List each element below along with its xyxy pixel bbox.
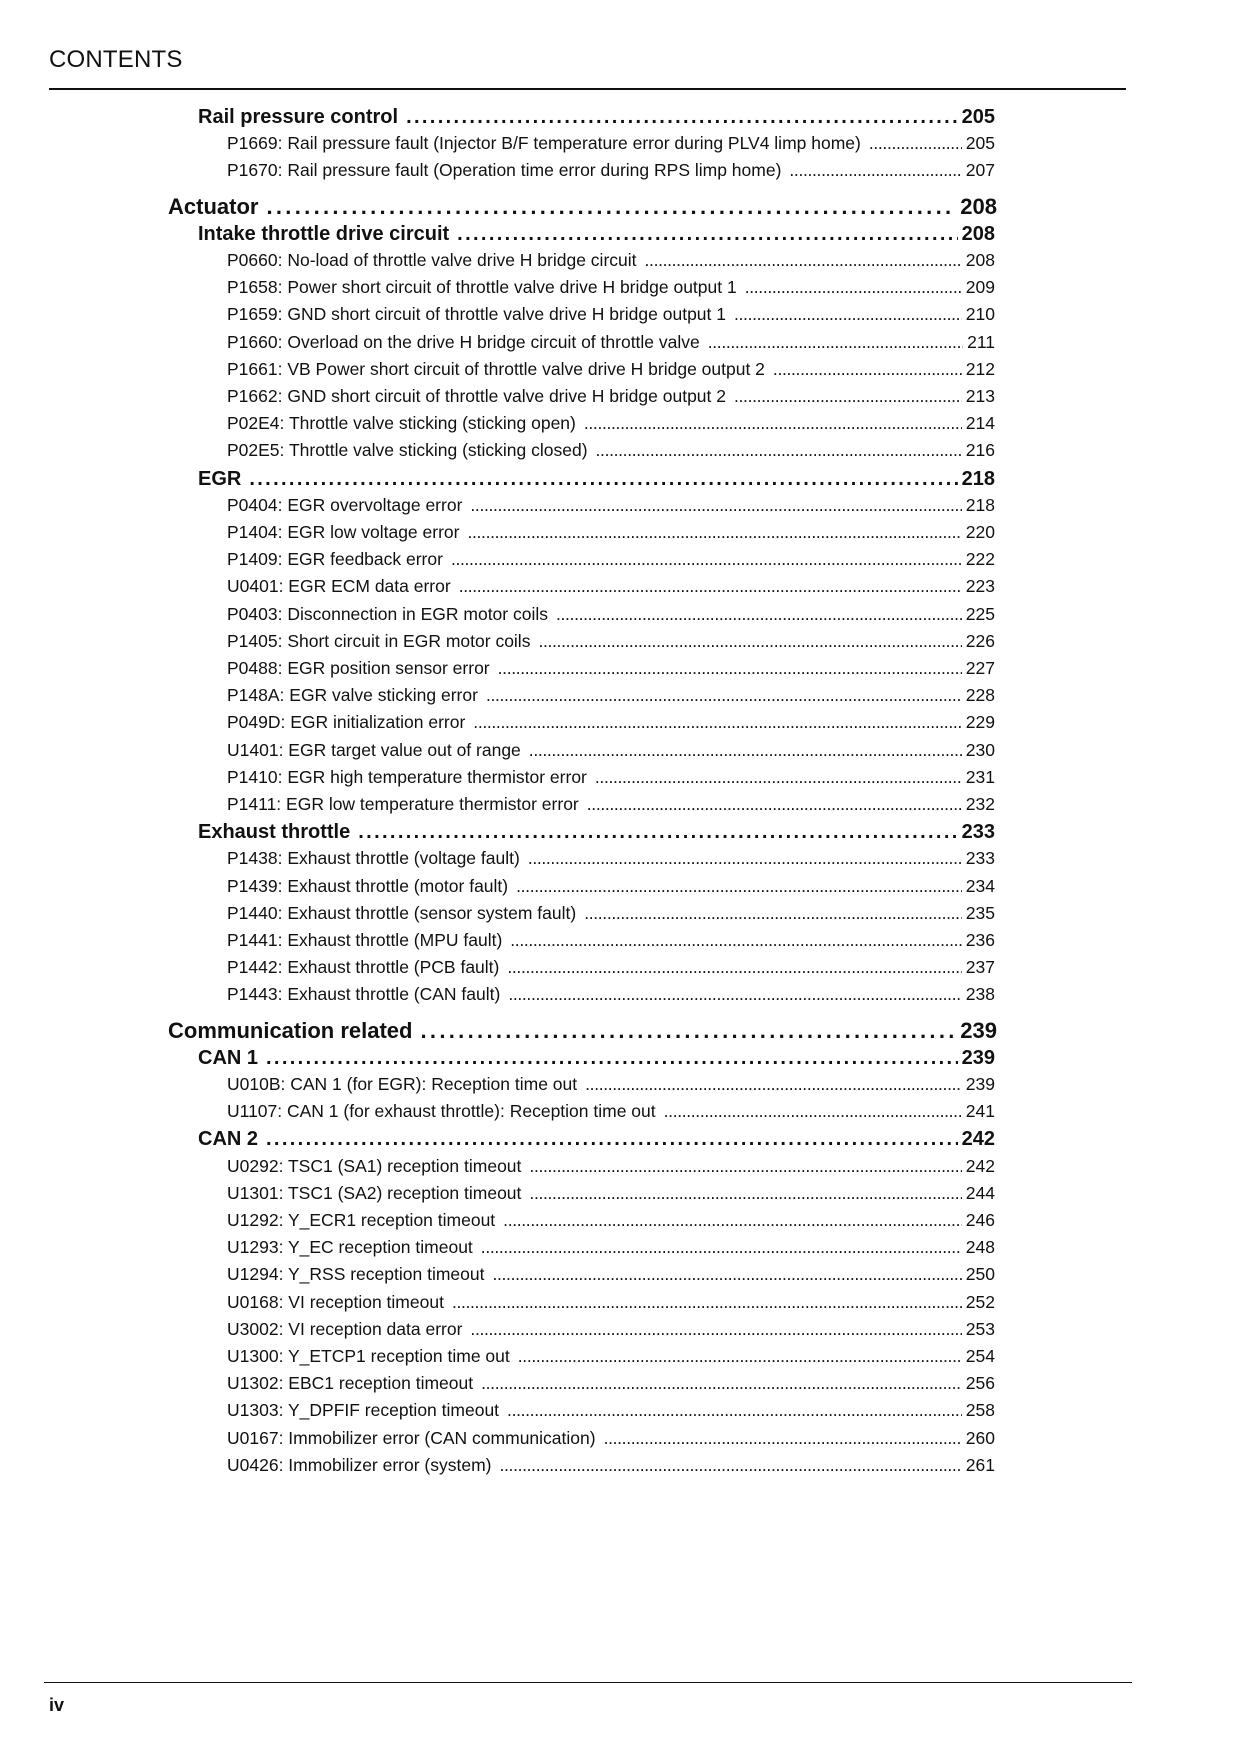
dot-leader: [529, 740, 962, 761]
toc-entry-title: U0401: EGR ECM data error: [227, 576, 451, 597]
dot-leader: [538, 631, 961, 652]
toc-entry-title: U1294: Y_RSS reception timeout: [227, 1264, 485, 1285]
toc-entry-page: 248: [965, 1237, 995, 1258]
footer-divider: [44, 1682, 1132, 1683]
toc-entry-title: P02E4: Throttle valve sticking (sticking open): [227, 413, 576, 434]
toc-entry-title: P1440: Exhaust throttle (sensor system fault): [227, 902, 577, 923]
toc-entry-title: U0292: TSC1 (SA1) reception timeout: [227, 1155, 522, 1176]
toc-entry-title: P0660: No-load of throttle valve drive H bridge circuit: [227, 250, 637, 270]
toc-entry-page: 232: [965, 794, 995, 814]
toc-entry-page: 231: [965, 766, 995, 787]
toc-entry-page: 220: [965, 522, 995, 542]
toc-entry-title: P1439: Exhaust throttle (motor fault): [227, 875, 509, 896]
toc-item[interactable]: [227, 1319, 995, 1340]
toc-entry-page: 260: [965, 1427, 995, 1448]
toc-item[interactable]: [227, 133, 995, 154]
toc-item[interactable]: [227, 957, 995, 978]
toc-entry-page: 225: [965, 603, 995, 624]
toc-entry-page: 213: [965, 386, 995, 406]
toc-section[interactable]: [198, 223, 995, 246]
dot-leader: [498, 658, 962, 679]
toc-item[interactable]: [227, 386, 995, 407]
toc-item[interactable]: [227, 304, 995, 325]
toc-section[interactable]: [198, 821, 995, 844]
header-divider: [49, 88, 1126, 90]
toc-item[interactable]: [227, 685, 995, 706]
page-header-title: CONTENTS: [49, 46, 183, 73]
toc-entry-page: 228: [965, 685, 995, 706]
toc-entry-title: U1401: EGR target value out of range: [227, 739, 521, 760]
toc-entry-page: 258: [965, 1400, 995, 1421]
dot-leader: [773, 359, 962, 380]
dot-leader: [585, 1074, 962, 1095]
toc-entry-title: U0168: VI reception timeout: [227, 1291, 444, 1312]
toc-entry-title: CAN 1: [198, 1046, 259, 1069]
toc-item[interactable]: [227, 522, 995, 543]
dot-leader: [503, 1210, 962, 1231]
toc-entry-title: P1409: EGR feedback error: [227, 549, 443, 570]
toc-entry-title: P049D: EGR initialization error: [227, 712, 466, 733]
page-number: iv: [49, 1695, 65, 1715]
toc-entry-page: 222: [965, 549, 995, 570]
dot-leader: [452, 1292, 962, 1313]
toc-entry-page: 238: [965, 984, 995, 1005]
toc-entry-page: 254: [965, 1346, 995, 1366]
dot-leader: [507, 1400, 962, 1421]
toc-item[interactable]: [227, 1346, 995, 1367]
toc-entry-page: 210: [965, 304, 995, 325]
toc-entry-page: 214: [965, 413, 995, 434]
toc-entry-title: P1438: Exhaust throttle (voltage fault): [227, 848, 520, 869]
toc-entry-title: EGR: [198, 467, 242, 490]
toc-entry-title: U1293: Y_EC reception timeout: [227, 1237, 473, 1258]
toc-entry-title: P1669: Rail pressure fault (Injector B/F temperature error during PLV4 limp home): [227, 133, 861, 154]
toc-item[interactable]: [227, 1400, 995, 1421]
dot-leader: [420, 1018, 956, 1044]
toc-entry-page: 208: [960, 193, 997, 219]
toc-entry-page: 227: [965, 658, 995, 678]
toc-item[interactable]: [227, 767, 995, 788]
toc-item[interactable]: [227, 1183, 995, 1204]
dot-leader: [584, 903, 962, 924]
toc-entry-title: P1658: Power short circuit of throttle valve drive H bridge output 1: [227, 277, 737, 298]
toc-entry-title: P1410: EGR high temperature thermistor error: [227, 766, 587, 787]
dot-leader: [518, 1346, 962, 1367]
toc-entry-title: P1443: Exhaust throttle (CAN fault): [227, 984, 501, 1005]
dot-leader: [529, 1156, 961, 1177]
dot-leader: [734, 386, 962, 407]
dot-leader: [587, 794, 962, 815]
toc-item[interactable]: [227, 1292, 995, 1313]
toc-entry-page: 205: [965, 133, 995, 154]
toc-entry-page: 226: [965, 630, 995, 651]
toc-chapter[interactable]: [168, 1018, 997, 1044]
toc-entry-page: 230: [965, 739, 995, 760]
toc-entry-title: P0488: EGR position sensor error: [227, 658, 490, 678]
toc-entry-title: U1301: TSC1 (SA2) reception timeout: [227, 1182, 522, 1203]
toc-entry-title: Actuator: [168, 193, 259, 219]
toc-entry-title: P1441: Exhaust throttle (MPU fault): [227, 930, 503, 950]
toc-entry-page: 218: [961, 467, 995, 490]
dot-leader: [596, 440, 962, 461]
dot-leader: [508, 984, 961, 1005]
toc-entry-title: U1107: CAN 1 (for exhaust throttle): Reception time out: [227, 1101, 656, 1122]
toc-entry-page: 208: [961, 222, 995, 245]
toc-entry-page: 216: [965, 440, 995, 461]
toc-entry-title: P1660: Overload on the drive H bridge circuit of throttle valve: [227, 331, 700, 352]
toc-entry-title: P0404: EGR overvoltage error: [227, 494, 463, 515]
toc-entry-page: 237: [965, 957, 995, 978]
toc-entry-page: 252: [965, 1291, 995, 1312]
dot-leader: [266, 1128, 958, 1151]
toc-entry-page: 236: [965, 930, 995, 950]
toc-section[interactable]: [198, 1047, 995, 1070]
dot-leader: [500, 1455, 962, 1476]
toc-entry-page: 212: [965, 358, 995, 379]
toc-entry-page: 235: [965, 902, 995, 923]
dot-leader: [486, 685, 962, 706]
dot-leader: [595, 767, 962, 788]
dot-leader: [266, 1047, 958, 1070]
toc-entry-page: 229: [965, 712, 995, 733]
dot-leader: [745, 277, 962, 298]
toc-entry-page: 233: [965, 848, 995, 869]
dot-leader: [507, 957, 961, 978]
toc-entry-page: 242: [965, 1155, 995, 1176]
toc-item[interactable]: [227, 1455, 995, 1476]
toc-item[interactable]: [227, 277, 995, 298]
dot-leader: [556, 604, 962, 625]
toc-chapter[interactable]: [168, 194, 997, 220]
toc-item[interactable]: [227, 1373, 995, 1394]
toc-item[interactable]: [227, 160, 995, 181]
toc-entry-page: 233: [961, 821, 995, 844]
toc-item[interactable]: [227, 1237, 995, 1258]
toc-item[interactable]: [227, 495, 995, 516]
toc-entry-title: Rail pressure control: [198, 106, 399, 128]
dot-leader: [249, 468, 957, 491]
dot-leader: [869, 133, 962, 154]
dot-leader: [529, 1183, 961, 1204]
dot-leader: [451, 549, 962, 570]
toc-item[interactable]: [227, 903, 995, 924]
toc-entry-page: 207: [965, 160, 995, 181]
dot-leader: [584, 413, 962, 434]
dot-leader: [734, 304, 962, 325]
toc-entry-title: P1404: EGR low voltage error: [227, 522, 460, 542]
toc-item[interactable]: [227, 359, 995, 380]
toc-item[interactable]: [227, 848, 995, 869]
toc-entry-page: 239: [960, 1017, 997, 1043]
toc-entry-title: P1661: VB Power short circuit of throttle valve drive H bridge output 2: [227, 358, 765, 379]
toc-entry-title: U1303: Y_DPFIF reception timeout: [227, 1400, 500, 1421]
dot-leader: [358, 821, 957, 844]
dot-leader: [481, 1373, 962, 1394]
toc-item[interactable]: [227, 740, 995, 761]
dot-leader: [789, 160, 961, 181]
toc-entry-title: U1292: Y_ECR1 reception timeout: [227, 1210, 496, 1230]
toc-item[interactable]: [227, 1264, 995, 1285]
toc-entry-page: 253: [965, 1318, 995, 1339]
toc-section[interactable]: [198, 1128, 995, 1151]
toc-entry-title: P02E5: Throttle valve sticking (sticking closed): [227, 440, 588, 461]
dot-leader: [470, 495, 961, 516]
toc-entry-page: 242: [961, 1128, 995, 1151]
toc-entry-page: 239: [961, 1046, 995, 1069]
toc-item[interactable]: [227, 1428, 995, 1449]
toc-item[interactable]: [227, 549, 995, 570]
toc-entry-page: 211: [967, 331, 995, 352]
toc-entry-page: 261: [965, 1454, 995, 1475]
dot-leader: [645, 250, 962, 271]
toc-entry-page: 256: [965, 1373, 995, 1394]
toc-entry-page: 239: [965, 1074, 995, 1094]
dot-leader: [510, 930, 962, 951]
toc-entry-page: 244: [965, 1182, 995, 1203]
toc-entry-title: U1302: EBC1 reception timeout: [227, 1373, 474, 1394]
dot-leader: [406, 106, 958, 129]
dot-leader: [708, 332, 963, 353]
toc-entry-title: P1659: GND short circuit of throttle valve drive H bridge output 1: [227, 304, 726, 325]
toc-item[interactable]: [227, 984, 995, 1005]
toc-item[interactable]: [227, 576, 995, 597]
toc-item[interactable]: [227, 794, 995, 815]
dot-leader: [470, 1319, 961, 1340]
toc-entry-page: 208: [965, 250, 995, 270]
toc-item[interactable]: [227, 658, 995, 679]
toc-entry-page: 234: [965, 875, 995, 896]
toc-item[interactable]: [227, 1101, 995, 1122]
toc-item[interactable]: [227, 604, 995, 625]
dot-leader: [604, 1428, 962, 1449]
toc-entry-page: 205: [961, 106, 995, 128]
dot-leader: [481, 1237, 962, 1258]
toc-entry-title: U0167: Immobilizer error (CAN communication): [227, 1427, 596, 1448]
toc-entry-page: 218: [965, 494, 995, 515]
toc-item[interactable]: [227, 1156, 995, 1177]
toc-entry-page: 209: [965, 277, 995, 298]
dot-leader: [457, 223, 957, 246]
dot-leader: [664, 1101, 962, 1122]
dot-leader: [467, 522, 961, 543]
dot-leader: [492, 1264, 961, 1285]
toc-entry-title: P1411: EGR low temperature thermistor error: [227, 794, 579, 814]
toc-section[interactable]: [198, 106, 995, 129]
toc-item[interactable]: [227, 413, 995, 434]
dot-leader: [528, 848, 962, 869]
toc-item[interactable]: [227, 631, 995, 652]
toc-entry-page: 223: [965, 576, 995, 597]
toc-item[interactable]: [227, 440, 995, 461]
toc-entry-title: P0403: Disconnection in EGR motor coils: [227, 603, 548, 624]
toc-entry-title: P1405: Short circuit in EGR motor coils: [227, 630, 531, 651]
toc-entry-title: P1662: GND short circuit of throttle valve drive H bridge output 2: [227, 386, 726, 406]
toc-entry-title: U010B: CAN 1 (for EGR): Reception time out: [227, 1074, 578, 1094]
toc-entry-title: Exhaust throttle: [198, 821, 351, 844]
toc-entry-page: 241: [965, 1101, 995, 1122]
toc-entry-title: U1300: Y_ETCP1 reception time out: [227, 1346, 510, 1366]
toc-entry-title: U3002: VI reception data error: [227, 1318, 463, 1339]
toc-entry-title: P148A: EGR valve sticking error: [227, 685, 478, 706]
toc-entry-title: Communication related: [168, 1017, 413, 1043]
dot-leader: [516, 876, 962, 897]
toc-entry-page: 250: [965, 1264, 995, 1285]
toc-item[interactable]: [227, 1074, 995, 1095]
toc-item[interactable]: [227, 712, 995, 733]
dot-leader: [459, 576, 962, 597]
toc-item[interactable]: [227, 930, 995, 951]
toc-item[interactable]: [227, 1210, 995, 1231]
toc-item[interactable]: [227, 332, 995, 353]
toc-entry-page: 246: [965, 1210, 995, 1230]
dot-leader: [473, 712, 962, 733]
toc-item[interactable]: [227, 876, 995, 897]
toc-entry-title: CAN 2: [198, 1128, 259, 1151]
toc-entry-title: Intake throttle drive circuit: [198, 222, 450, 245]
toc-section[interactable]: [198, 468, 995, 491]
toc-entry-title: P1670: Rail pressure fault (Operation time error during RPS limp home): [227, 160, 782, 181]
toc-entry-title: P1442: Exhaust throttle (PCB fault): [227, 957, 500, 978]
dot-leader: [266, 194, 956, 220]
toc-entry-title: U0426: Immobilizer error (system): [227, 1454, 492, 1475]
toc-item[interactable]: [227, 250, 995, 271]
